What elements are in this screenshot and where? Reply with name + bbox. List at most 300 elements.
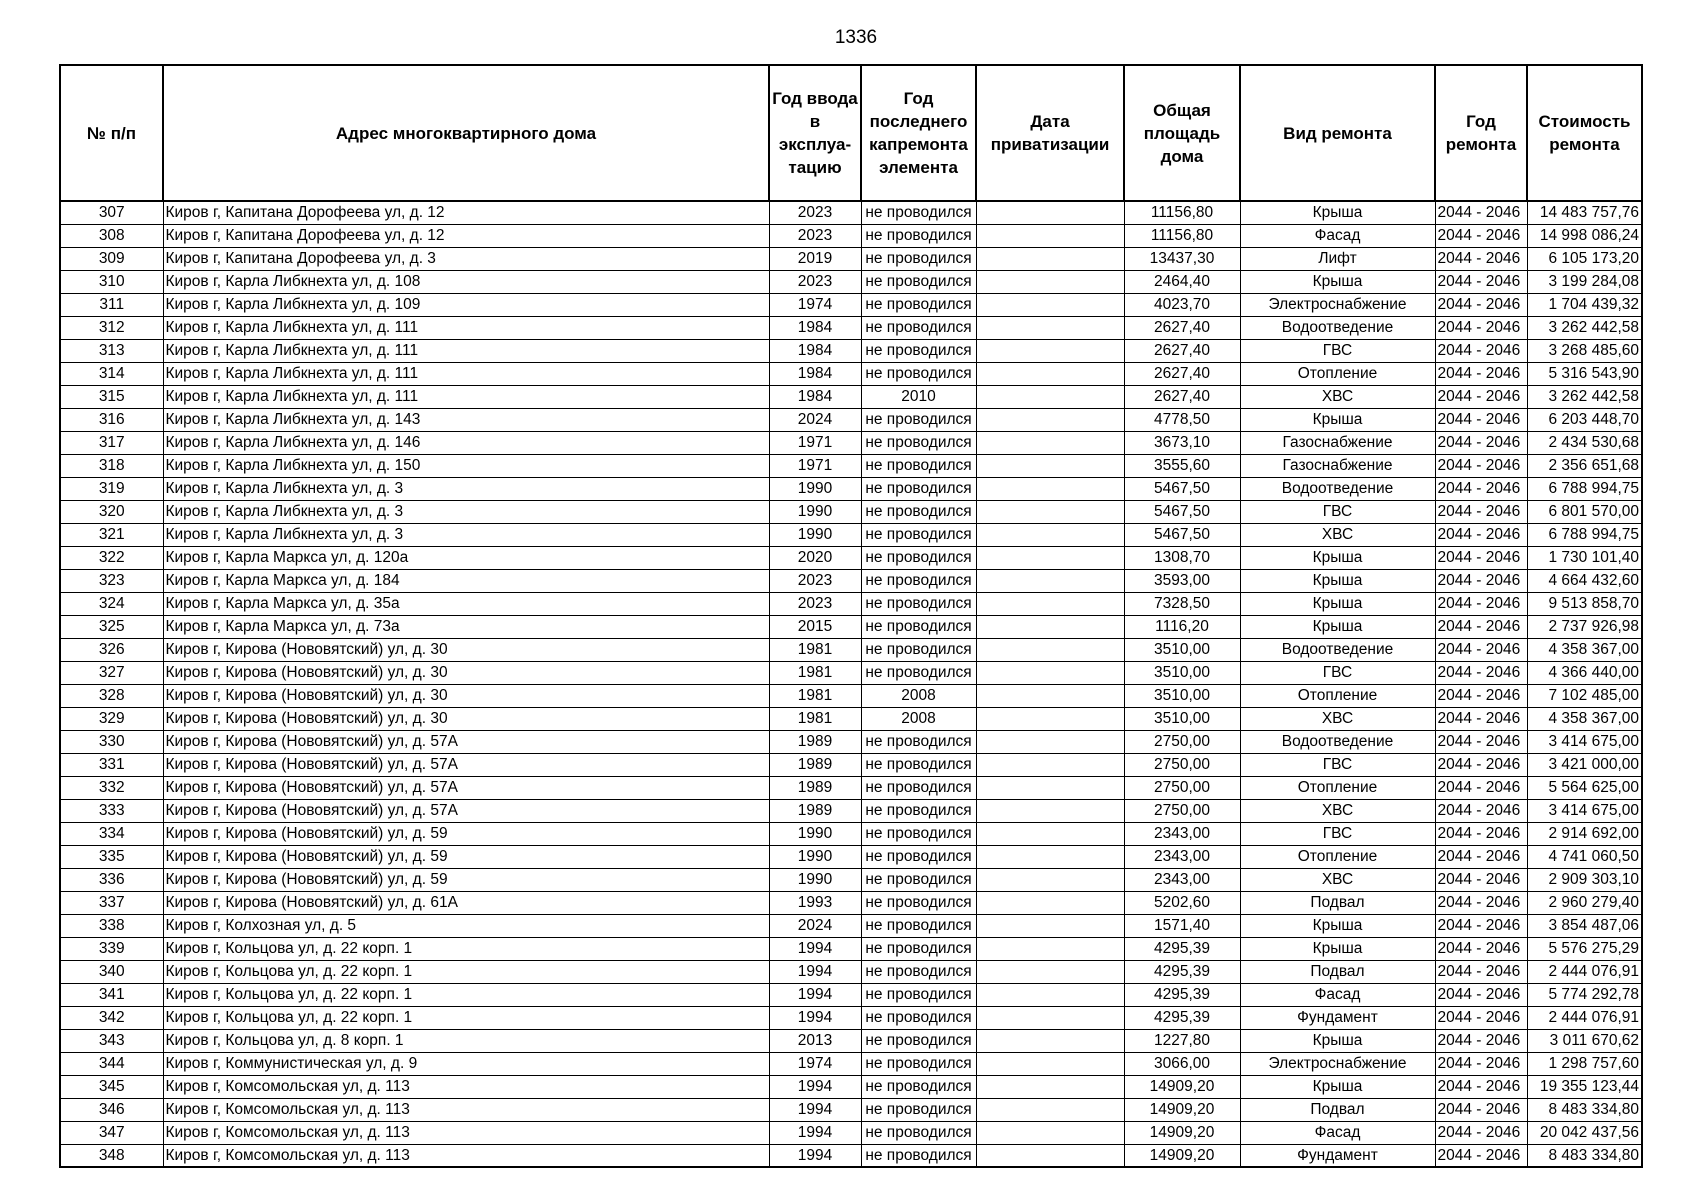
row-area: 3555,60: [1124, 454, 1240, 477]
table-row: [60, 201, 1642, 224]
row-privatization: [976, 569, 1124, 592]
row-privatization: [976, 385, 1124, 408]
row-repair-years: 2044 - 2046: [1435, 1098, 1527, 1121]
row-repair-years: 2044 - 2046: [1435, 224, 1527, 247]
row-area: 5467,50: [1124, 500, 1240, 523]
row-address: Киров г, Кирова (Нововятский) ул, д. 59: [163, 868, 769, 891]
row-number: 343: [60, 1029, 163, 1052]
table-row: [60, 500, 1642, 523]
row-privatization: [976, 730, 1124, 753]
row-repair-years: 2044 - 2046: [1435, 385, 1527, 408]
row-year-last-repair: не проводился: [861, 937, 976, 960]
row-cost: 2 909 303,10: [1527, 868, 1642, 891]
row-address: Киров г, Карла Маркса ул, д. 120а: [163, 546, 769, 569]
row-privatization: [976, 1121, 1124, 1144]
table-row: [60, 914, 1642, 937]
row-repair-type: Газоснабжение: [1240, 431, 1435, 454]
row-cost: 6 203 448,70: [1527, 408, 1642, 431]
row-year-last-repair: не проводился: [861, 661, 976, 684]
table-row: [60, 753, 1642, 776]
row-cost: 3 414 675,00: [1527, 730, 1642, 753]
row-number: 339: [60, 937, 163, 960]
row-year-last-repair: не проводился: [861, 339, 976, 362]
row-address: Киров г, Карла Либкнехта ул, д. 3: [163, 477, 769, 500]
row-year-built: 1981: [769, 684, 861, 707]
row-year-built: 1984: [769, 385, 861, 408]
row-number: 331: [60, 753, 163, 776]
row-area: 1116,20: [1124, 615, 1240, 638]
row-area: 4023,70: [1124, 293, 1240, 316]
row-repair-years: 2044 - 2046: [1435, 592, 1527, 615]
row-year-last-repair: не проводился: [861, 891, 976, 914]
table-row: [60, 408, 1642, 431]
row-address: Киров г, Капитана Дорофеева ул, д. 12: [163, 224, 769, 247]
table-row: [60, 316, 1642, 339]
row-repair-years: 2044 - 2046: [1435, 247, 1527, 270]
row-address: Киров г, Комсомольская ул, д. 113: [163, 1121, 769, 1144]
row-repair-years: 2044 - 2046: [1435, 1029, 1527, 1052]
row-address: Киров г, Кирова (Нововятский) ул, д. 57А: [163, 730, 769, 753]
row-area: 1308,70: [1124, 546, 1240, 569]
row-repair-years: 2044 - 2046: [1435, 960, 1527, 983]
row-number: 313: [60, 339, 163, 362]
header-area: Общая площадь дома: [1124, 65, 1240, 201]
row-repair-type: ГВС: [1240, 339, 1435, 362]
row-repair-years: 2044 - 2046: [1435, 339, 1527, 362]
row-address: Киров г, Карла Маркса ул, д. 35а: [163, 592, 769, 615]
table-row: [60, 845, 1642, 868]
row-cost: 4 741 060,50: [1527, 845, 1642, 868]
row-privatization: [976, 201, 1124, 224]
row-repair-type: Фасад: [1240, 1121, 1435, 1144]
row-year-last-repair: не проводился: [861, 247, 976, 270]
row-year-last-repair: не проводился: [861, 270, 976, 293]
row-repair-type: Подвал: [1240, 960, 1435, 983]
row-privatization: [976, 914, 1124, 937]
row-number: 311: [60, 293, 163, 316]
row-year-last-repair: не проводился: [861, 431, 976, 454]
row-repair-type: Фасад: [1240, 224, 1435, 247]
row-repair-years: 2044 - 2046: [1435, 1075, 1527, 1098]
row-address: Киров г, Комсомольская ул, д. 113: [163, 1098, 769, 1121]
table-row: [60, 362, 1642, 385]
row-area: 2464,40: [1124, 270, 1240, 293]
row-privatization: [976, 500, 1124, 523]
row-area: 13437,30: [1124, 247, 1240, 270]
row-privatization: [976, 362, 1124, 385]
row-repair-years: 2044 - 2046: [1435, 1006, 1527, 1029]
table-row: [60, 1052, 1642, 1075]
row-repair-type: Водоотведение: [1240, 730, 1435, 753]
row-cost: 1 730 101,40: [1527, 546, 1642, 569]
row-privatization: [976, 546, 1124, 569]
row-area: 2343,00: [1124, 845, 1240, 868]
table-row: [60, 684, 1642, 707]
row-repair-years: 2044 - 2046: [1435, 270, 1527, 293]
row-number: 332: [60, 776, 163, 799]
page-number: 1336: [834, 27, 878, 48]
row-year-last-repair: не проводился: [861, 845, 976, 868]
row-number: 322: [60, 546, 163, 569]
row-privatization: [976, 684, 1124, 707]
table-row: [60, 1029, 1642, 1052]
row-year-last-repair: не проводился: [861, 1006, 976, 1029]
table-row: [60, 707, 1642, 730]
row-address: Киров г, Карла Либкнехта ул, д. 3: [163, 500, 769, 523]
row-address: Киров г, Кирова (Нововятский) ул, д. 61А: [163, 891, 769, 914]
row-cost: 20 042 437,56: [1527, 1121, 1642, 1144]
row-year-last-repair: не проводился: [861, 753, 976, 776]
row-year-built: 1994: [769, 1144, 861, 1167]
row-repair-years: 2044 - 2046: [1435, 293, 1527, 316]
row-year-built: 1994: [769, 937, 861, 960]
row-privatization: [976, 845, 1124, 868]
row-privatization: [976, 1006, 1124, 1029]
row-address: Киров г, Карла Либкнехта ул, д. 146: [163, 431, 769, 454]
row-number: 344: [60, 1052, 163, 1075]
row-privatization: [976, 339, 1124, 362]
row-repair-years: 2044 - 2046: [1435, 937, 1527, 960]
row-year-built: 1984: [769, 339, 861, 362]
row-area: 11156,80: [1124, 201, 1240, 224]
row-area: 3510,00: [1124, 707, 1240, 730]
row-number: 316: [60, 408, 163, 431]
row-year-built: 1990: [769, 822, 861, 845]
table-body: [60, 201, 1642, 1167]
table-row: [60, 247, 1642, 270]
row-repair-type: Отопление: [1240, 845, 1435, 868]
row-year-built: 2024: [769, 914, 861, 937]
row-number: 329: [60, 707, 163, 730]
row-year-built: 1989: [769, 776, 861, 799]
row-area: 5202,60: [1124, 891, 1240, 914]
row-privatization: [976, 477, 1124, 500]
row-cost: 3 262 442,58: [1527, 316, 1642, 339]
header-num: № п/п: [60, 65, 163, 201]
row-repair-type: ХВС: [1240, 707, 1435, 730]
row-address: Киров г, Карла Либкнехта ул, д. 111: [163, 339, 769, 362]
row-cost: 3 268 485,60: [1527, 339, 1642, 362]
row-privatization: [976, 707, 1124, 730]
row-year-built: 1989: [769, 730, 861, 753]
row-repair-years: 2044 - 2046: [1435, 454, 1527, 477]
row-cost: 5 576 275,29: [1527, 937, 1642, 960]
table-row: [60, 776, 1642, 799]
row-area: 5467,50: [1124, 477, 1240, 500]
row-repair-years: 2044 - 2046: [1435, 1121, 1527, 1144]
row-year-built: 2023: [769, 224, 861, 247]
row-area: 3510,00: [1124, 661, 1240, 684]
row-number: 334: [60, 822, 163, 845]
header-repair-years: Год ремонта: [1435, 65, 1527, 201]
row-number: 338: [60, 914, 163, 937]
row-number: 337: [60, 891, 163, 914]
row-year-built: 1984: [769, 362, 861, 385]
row-cost: 6 801 570,00: [1527, 500, 1642, 523]
header-privatization: Дата приватизации: [976, 65, 1124, 201]
row-privatization: [976, 247, 1124, 270]
row-repair-years: 2044 - 2046: [1435, 546, 1527, 569]
row-year-last-repair: не проводился: [861, 454, 976, 477]
row-privatization: [976, 1029, 1124, 1052]
row-privatization: [976, 615, 1124, 638]
row-year-last-repair: не проводился: [861, 776, 976, 799]
row-year-built: 1994: [769, 1075, 861, 1098]
row-cost: 9 513 858,70: [1527, 592, 1642, 615]
row-number: 309: [60, 247, 163, 270]
row-number: 312: [60, 316, 163, 339]
row-address: Киров г, Кольцова ул, д. 22 корп. 1: [163, 937, 769, 960]
row-year-built: 2023: [769, 201, 861, 224]
row-repair-years: 2044 - 2046: [1435, 891, 1527, 914]
table-row: [60, 1121, 1642, 1144]
row-repair-type: Подвал: [1240, 1098, 1435, 1121]
row-repair-years: 2044 - 2046: [1435, 408, 1527, 431]
row-privatization: [976, 1052, 1124, 1075]
row-address: Киров г, Карла Либкнехта ул, д. 3: [163, 523, 769, 546]
row-privatization: [976, 1098, 1124, 1121]
row-repair-type: Отопление: [1240, 362, 1435, 385]
row-repair-type: ГВС: [1240, 822, 1435, 845]
row-repair-type: Крыша: [1240, 1029, 1435, 1052]
row-repair-years: 2044 - 2046: [1435, 362, 1527, 385]
row-address: Киров г, Капитана Дорофеева ул, д. 12: [163, 201, 769, 224]
row-year-built: 2013: [769, 1029, 861, 1052]
row-privatization: [976, 960, 1124, 983]
row-year-last-repair: не проводился: [861, 546, 976, 569]
row-area: 3066,00: [1124, 1052, 1240, 1075]
row-year-last-repair: не проводился: [861, 523, 976, 546]
row-area: 14909,20: [1124, 1144, 1240, 1167]
row-number: 348: [60, 1144, 163, 1167]
row-year-last-repair: не проводился: [861, 1052, 976, 1075]
row-number: 325: [60, 615, 163, 638]
row-privatization: [976, 937, 1124, 960]
row-privatization: [976, 316, 1124, 339]
row-area: 2750,00: [1124, 753, 1240, 776]
row-repair-type: ГВС: [1240, 661, 1435, 684]
row-repair-type: Газоснабжение: [1240, 454, 1435, 477]
row-year-built: 2015: [769, 615, 861, 638]
repair-schedule-table: [59, 64, 1643, 1168]
row-year-last-repair: не проводился: [861, 408, 976, 431]
row-address: Киров г, Коммунистическая ул, д. 9: [163, 1052, 769, 1075]
row-address: Киров г, Кольцова ул, д. 22 корп. 1: [163, 960, 769, 983]
row-year-last-repair: не проводился: [861, 1029, 976, 1052]
row-area: 2627,40: [1124, 385, 1240, 408]
row-year-last-repair: не проводился: [861, 822, 976, 845]
row-address: Киров г, Карла Либкнехта ул, д. 143: [163, 408, 769, 431]
row-number: 310: [60, 270, 163, 293]
row-repair-type: ХВС: [1240, 868, 1435, 891]
row-year-last-repair: 2010: [861, 385, 976, 408]
row-address: Киров г, Карла Либкнехта ул, д. 150: [163, 454, 769, 477]
table-row: [60, 477, 1642, 500]
row-address: Киров г, Кирова (Нововятский) ул, д. 30: [163, 684, 769, 707]
row-year-built: 1990: [769, 477, 861, 500]
row-address: Киров г, Кольцова ул, д. 22 корп. 1: [163, 1006, 769, 1029]
row-year-built: 1994: [769, 960, 861, 983]
row-number: 317: [60, 431, 163, 454]
row-repair-type: Крыша: [1240, 914, 1435, 937]
row-number: 320: [60, 500, 163, 523]
row-number: 346: [60, 1098, 163, 1121]
row-repair-years: 2044 - 2046: [1435, 523, 1527, 546]
row-address: Киров г, Кольцова ул, д. 22 корп. 1: [163, 983, 769, 1006]
row-repair-years: 2044 - 2046: [1435, 776, 1527, 799]
row-area: 2627,40: [1124, 362, 1240, 385]
row-number: 340: [60, 960, 163, 983]
row-year-last-repair: не проводился: [861, 914, 976, 937]
row-area: 4295,39: [1124, 983, 1240, 1006]
row-repair-type: Водоотведение: [1240, 477, 1435, 500]
row-year-built: 1981: [769, 638, 861, 661]
row-repair-years: 2044 - 2046: [1435, 316, 1527, 339]
row-address: Киров г, Карла Либкнехта ул, д. 111: [163, 385, 769, 408]
row-repair-years: 2044 - 2046: [1435, 799, 1527, 822]
row-year-built: 1994: [769, 983, 861, 1006]
row-year-last-repair: не проводился: [861, 983, 976, 1006]
row-repair-type: Крыша: [1240, 937, 1435, 960]
row-privatization: [976, 454, 1124, 477]
row-year-last-repair: не проводился: [861, 960, 976, 983]
row-repair-type: Водоотведение: [1240, 638, 1435, 661]
row-repair-years: 2044 - 2046: [1435, 431, 1527, 454]
row-cost: 5 774 292,78: [1527, 983, 1642, 1006]
row-area: 7328,50: [1124, 592, 1240, 615]
row-cost: 2 434 530,68: [1527, 431, 1642, 454]
row-address: Киров г, Карла Либкнехта ул, д. 111: [163, 316, 769, 339]
row-repair-type: Фундамент: [1240, 1006, 1435, 1029]
row-year-last-repair: не проводился: [861, 201, 976, 224]
row-year-built: 1984: [769, 316, 861, 339]
row-cost: 14 998 086,24: [1527, 224, 1642, 247]
table-row: [60, 592, 1642, 615]
row-cost: 14 483 757,76: [1527, 201, 1642, 224]
row-repair-years: 2044 - 2046: [1435, 753, 1527, 776]
row-year-built: 1974: [769, 1052, 861, 1075]
row-year-last-repair: не проводился: [861, 1121, 976, 1144]
table-row: [60, 224, 1642, 247]
row-year-built: 1990: [769, 523, 861, 546]
row-year-built: 2023: [769, 270, 861, 293]
table-row: [60, 822, 1642, 845]
row-year-built: 2024: [769, 408, 861, 431]
row-number: 319: [60, 477, 163, 500]
table-row: [60, 270, 1642, 293]
row-repair-type: Электроснабжение: [1240, 1052, 1435, 1075]
row-privatization: [976, 523, 1124, 546]
row-area: 2750,00: [1124, 776, 1240, 799]
row-address: Киров г, Кирова (Нововятский) ул, д. 59: [163, 845, 769, 868]
row-year-built: 1974: [769, 293, 861, 316]
row-cost: 3 199 284,08: [1527, 270, 1642, 293]
row-repair-type: Крыша: [1240, 408, 1435, 431]
header-year-last-repair: Год последнего капремонта элемента: [861, 65, 976, 201]
row-repair-years: 2044 - 2046: [1435, 707, 1527, 730]
row-area: 2627,40: [1124, 339, 1240, 362]
row-cost: 5 564 625,00: [1527, 776, 1642, 799]
row-cost: 1 704 439,32: [1527, 293, 1642, 316]
row-year-last-repair: не проводился: [861, 868, 976, 891]
row-privatization: [976, 891, 1124, 914]
row-repair-type: Крыша: [1240, 615, 1435, 638]
table-row: [60, 661, 1642, 684]
row-repair-years: 2044 - 2046: [1435, 661, 1527, 684]
row-privatization: [976, 592, 1124, 615]
row-area: 11156,80: [1124, 224, 1240, 247]
row-repair-type: ХВС: [1240, 523, 1435, 546]
row-privatization: [976, 661, 1124, 684]
row-address: Киров г, Комсомольская ул, д. 113: [163, 1144, 769, 1167]
table-row: [60, 638, 1642, 661]
row-cost: 4 358 367,00: [1527, 707, 1642, 730]
row-area: 2627,40: [1124, 316, 1240, 339]
table-row: [60, 983, 1642, 1006]
row-privatization: [976, 776, 1124, 799]
row-year-last-repair: не проводился: [861, 224, 976, 247]
row-cost: 6 788 994,75: [1527, 523, 1642, 546]
row-repair-type: Водоотведение: [1240, 316, 1435, 339]
row-area: 2343,00: [1124, 822, 1240, 845]
row-cost: 8 483 334,80: [1527, 1144, 1642, 1167]
row-address: Киров г, Комсомольская ул, д. 113: [163, 1075, 769, 1098]
row-address: Киров г, Карла Либкнехта ул, д. 111: [163, 362, 769, 385]
row-area: 4295,39: [1124, 937, 1240, 960]
row-number: 315: [60, 385, 163, 408]
row-address: Киров г, Кольцова ул, д. 8 корп. 1: [163, 1029, 769, 1052]
row-address: Киров г, Карла Либкнехта ул, д. 109: [163, 293, 769, 316]
row-privatization: [976, 224, 1124, 247]
row-number: 336: [60, 868, 163, 891]
row-number: 335: [60, 845, 163, 868]
row-area: 4295,39: [1124, 960, 1240, 983]
row-cost: 4 358 367,00: [1527, 638, 1642, 661]
row-repair-years: 2044 - 2046: [1435, 569, 1527, 592]
row-year-last-repair: не проводился: [861, 316, 976, 339]
row-address: Киров г, Кирова (Нововятский) ул, д. 30: [163, 707, 769, 730]
row-number: 342: [60, 1006, 163, 1029]
row-area: 2750,00: [1124, 730, 1240, 753]
row-privatization: [976, 270, 1124, 293]
row-number: 327: [60, 661, 163, 684]
row-number: 328: [60, 684, 163, 707]
row-repair-years: 2044 - 2046: [1435, 730, 1527, 753]
row-area: 3510,00: [1124, 638, 1240, 661]
row-repair-years: 2044 - 2046: [1435, 845, 1527, 868]
row-repair-type: Крыша: [1240, 270, 1435, 293]
table-row: [60, 339, 1642, 362]
row-year-built: 2023: [769, 592, 861, 615]
row-repair-type: Крыша: [1240, 201, 1435, 224]
row-number: 308: [60, 224, 163, 247]
row-cost: 3 011 670,62: [1527, 1029, 1642, 1052]
row-address: Киров г, Колхозная ул, д. 5: [163, 914, 769, 937]
table-row: [60, 1006, 1642, 1029]
table-row: [60, 454, 1642, 477]
row-year-last-repair: не проводился: [861, 730, 976, 753]
row-year-built: 1971: [769, 454, 861, 477]
row-year-built: 1990: [769, 500, 861, 523]
row-year-last-repair: не проводился: [861, 362, 976, 385]
row-repair-type: Отопление: [1240, 684, 1435, 707]
row-repair-years: 2044 - 2046: [1435, 684, 1527, 707]
row-year-last-repair: не проводился: [861, 569, 976, 592]
header-year-built: Год ввода в эксплуа-тацию: [769, 65, 861, 201]
row-repair-type: Электроснабжение: [1240, 293, 1435, 316]
row-repair-type: Подвал: [1240, 891, 1435, 914]
header-address: Адрес многоквартирного дома: [163, 65, 769, 201]
